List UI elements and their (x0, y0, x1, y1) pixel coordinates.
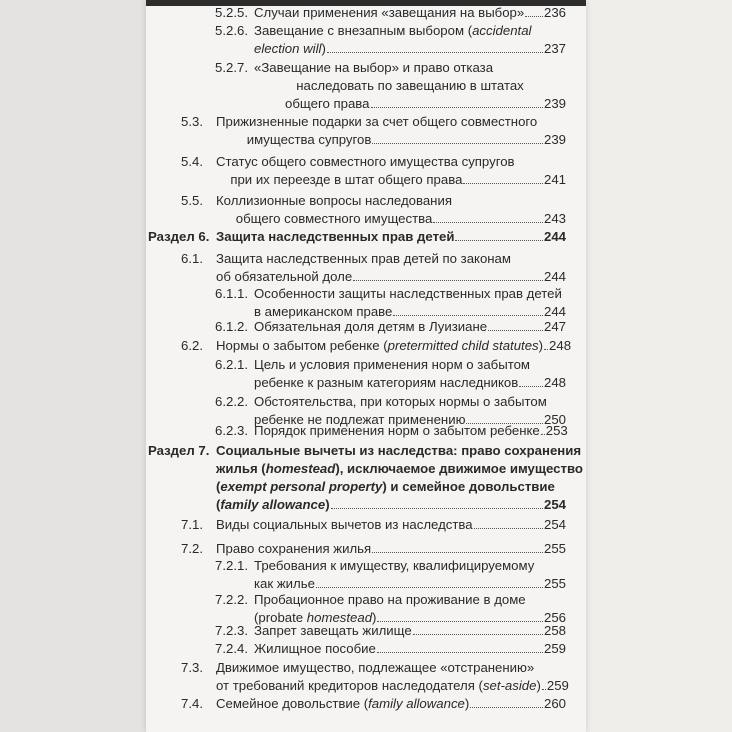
toc-entry-line: общего совместного имущества 243 (235, 211, 566, 226)
toc-entry-number: 5.2.7. (215, 60, 248, 75)
toc-entry-title (216, 442, 583, 514)
dot-leader (455, 240, 543, 241)
toc-entry-number: 5.2.6. (215, 23, 248, 38)
toc-entry-page: 254 (543, 497, 566, 512)
toc-entry-page: 247 (543, 319, 566, 334)
toc-entry-page: 260 (543, 696, 566, 711)
italic-term: set-aside (482, 678, 537, 693)
toc-entry-line: Порядок применения норм о забытом ребенке 253 (254, 423, 568, 438)
toc-entry-page: 243 (543, 211, 566, 226)
toc-entry-line: Движимое имущество, подлежащее «отстранению» (216, 660, 535, 675)
toc-entry-title (216, 540, 566, 558)
toc-entry-page: 236 (543, 5, 566, 20)
toc-entry-number: 6.1. (181, 251, 203, 266)
dot-leader (377, 652, 543, 653)
toc-entry-line: Обязательная доля детям в Луизиане 247 (254, 319, 566, 334)
toc-entry-line: Социальные вычеты из наследства: право сохранения (216, 443, 582, 458)
italic-term: election will (254, 41, 322, 56)
toc-entry-number: 5.3. (181, 114, 203, 129)
toc-entry-line: от требований кредиторов наследодателя (set-aside) 259 (216, 678, 569, 693)
toc-entry-line: Статус общего совместного имущества супругов (216, 154, 515, 169)
toc-entry-number: 7.2.4. (215, 641, 248, 656)
toc-entry-title (216, 228, 566, 246)
toc-entry-number: 7.2.1. (215, 558, 248, 573)
toc-entry-number: 6.2.3. (215, 423, 248, 438)
toc-entry-number: 6.2.2. (215, 394, 248, 409)
toc-entry-line: Особенности защиты наследственных прав детей (254, 286, 562, 301)
toc-entry-line: Случаи применения «завещания на выбор» 236 (254, 5, 566, 20)
toc-entry-title (254, 59, 566, 113)
toc-entry-number: 7.2.3. (215, 623, 248, 638)
dot-leader (331, 508, 543, 509)
toc-entry-number: 6.1.1. (215, 286, 248, 301)
toc-entry-title (254, 285, 566, 321)
dot-leader (474, 528, 543, 529)
dot-leader (372, 552, 543, 553)
toc-entry-page: 248 (549, 338, 572, 353)
toc-entry-page: 250 (543, 412, 566, 427)
toc-entry-number: 7.2. (181, 541, 203, 556)
dot-leader (519, 386, 543, 387)
toc-entry-number: 7.4. (181, 696, 203, 711)
toc-entry-number: 7.1. (181, 517, 203, 532)
toc-entry-line: «Завещание на выбор» и право отказа (254, 60, 494, 75)
dot-leader (316, 587, 543, 588)
toc-entry-page: 244 (543, 269, 566, 284)
toc-entry-title (254, 557, 566, 593)
toc-entry-page: 241 (543, 172, 566, 187)
toc-entry-line: Жилищное пособие 259 (254, 641, 566, 656)
italic-term: homestead (306, 610, 373, 625)
toc-entry-line: Коллизионные вопросы наследования (216, 193, 452, 208)
toc-entry-line: (family allowance) 254 (216, 497, 566, 512)
dot-leader (372, 143, 543, 144)
toc-entry-title (254, 640, 566, 658)
toc-entry-number: 5.2.5. (215, 5, 248, 20)
toc-entry-line: Прижизненные подарки за счет общего совместного (216, 114, 538, 129)
dot-leader (371, 107, 543, 108)
italic-term: homestead (265, 461, 336, 476)
toc-entry-line: Семейное довольствие (family allowance) 260 (216, 696, 566, 711)
toc-entry-page: 239 (543, 132, 566, 147)
toc-entry-line: Завещание с внезапным выбором (accidental (254, 23, 532, 38)
dot-leader (544, 349, 548, 350)
toc-entry-page: 237 (543, 41, 566, 56)
toc-entry-title (216, 113, 566, 149)
toc-entry-title (216, 192, 566, 228)
italic-term: pretermitted child statutes (387, 338, 539, 353)
toc-entry-title (216, 153, 566, 189)
toc-entry-title (254, 4, 566, 22)
toc-entry-number: Раздел 6. (148, 229, 210, 244)
toc-entry-line: при их переезде в штат общего права 241 (230, 172, 566, 187)
toc-entry-line: Нормы о забытом ребенке (pretermitted child statutes) 248 (216, 338, 572, 353)
toc-entry-line: ребенке к разным категориям наследников 248 (254, 375, 566, 390)
toc-entry-line: Обстоятельства, при которых нормы о забытом (254, 394, 547, 409)
toc-entry-number: 5.4. (181, 154, 203, 169)
toc-entry-title (254, 318, 566, 336)
toc-entry-line: наследовать по завещанию в штатах (296, 78, 524, 93)
toc-entry-title (254, 356, 566, 392)
toc-entry-line: Виды социальных вычетов из наследства 254 (216, 517, 566, 532)
toc-entry-line: Защита наследственных прав детей по законам (216, 251, 511, 266)
dot-leader (393, 315, 543, 316)
toc-entry-title (216, 695, 566, 713)
dot-leader (470, 707, 543, 708)
toc-entry-page: 255 (543, 541, 566, 556)
toc-entry-number: 6.2. (181, 338, 203, 353)
toc-entry-line: Защита наследственных прав детей 244 (216, 229, 566, 244)
italic-term: exempt personal property (220, 479, 383, 494)
toc-entry-line: (probate homestead) 256 (254, 610, 566, 625)
toc-entry-title (254, 22, 566, 58)
toc-entry-page: 244 (543, 229, 566, 244)
dot-leader (353, 280, 543, 281)
adjacent-page (586, 0, 732, 732)
dot-leader (541, 434, 545, 435)
toc-entry-line: в американском праве 244 (254, 304, 566, 319)
toc-entry-title (216, 659, 569, 695)
dot-leader (542, 689, 546, 690)
toc-entry-title (216, 337, 572, 355)
toc-entry-title (216, 516, 566, 534)
dot-leader (525, 16, 543, 17)
toc-entry-title (216, 250, 566, 286)
toc-entry-line: как жилье 255 (254, 576, 566, 591)
toc-entry-line: Запрет завещать жилище 258 (254, 623, 566, 638)
toc-entry-number: 5.5. (181, 193, 203, 208)
toc-entry-page: 259 (543, 641, 566, 656)
toc-entry-page: 259 (546, 678, 569, 693)
toc-entry-number: 6.1.2. (215, 319, 248, 334)
dot-leader (463, 183, 543, 184)
toc-entry-page: 255 (543, 576, 566, 591)
toc-entry-page: 253 (545, 423, 568, 438)
italic-term: accidental (472, 23, 532, 38)
toc-entry-page: 248 (543, 375, 566, 390)
toc-entry-line: (exempt personal property) и семейное довольствие (216, 479, 555, 494)
toc-entry-line: Требования к имуществу, квалифицируемому (254, 558, 535, 573)
dot-leader (327, 52, 543, 53)
toc-entry-line: Пробационное право на проживание в доме (254, 592, 526, 607)
toc-entry-page: 254 (543, 517, 566, 532)
toc-entry-number: 7.2.2. (215, 592, 248, 607)
toc-entry-line: общего права 239 (285, 96, 566, 111)
toc-entry-page: 239 (543, 96, 566, 111)
toc-entry-line: жилья (homestead), исключаемое движимое имущество (216, 461, 583, 476)
toc-entry-number: 6.2.1. (215, 357, 248, 372)
dot-leader (433, 222, 543, 223)
toc-entry-page: 256 (543, 610, 566, 625)
toc-entry-line: election will) 237 (254, 41, 566, 56)
toc-entry-title (254, 622, 566, 640)
toc-entry-line: имущества супругов 239 (246, 132, 566, 147)
toc-entry-line: Цель и условия применения норм о забытом (254, 357, 531, 372)
italic-term: family allowance (368, 696, 465, 711)
toc-entry-number: Раздел 7. (148, 443, 210, 458)
toc-entry-page: 244 (543, 304, 566, 319)
toc-entry-title (254, 422, 566, 440)
dot-leader (488, 330, 543, 331)
toc-entry-line: об обязательной доле 244 (216, 269, 566, 284)
dot-leader (413, 634, 543, 635)
italic-term: family allowance (220, 497, 326, 512)
toc-entry-number: 7.3. (181, 660, 203, 675)
toc-entry-line: Право сохранения жилья 255 (216, 541, 566, 556)
toc-entry-line: ребенке не подлежат применению 250 (254, 412, 566, 427)
toc-entry-page: 258 (543, 623, 566, 638)
